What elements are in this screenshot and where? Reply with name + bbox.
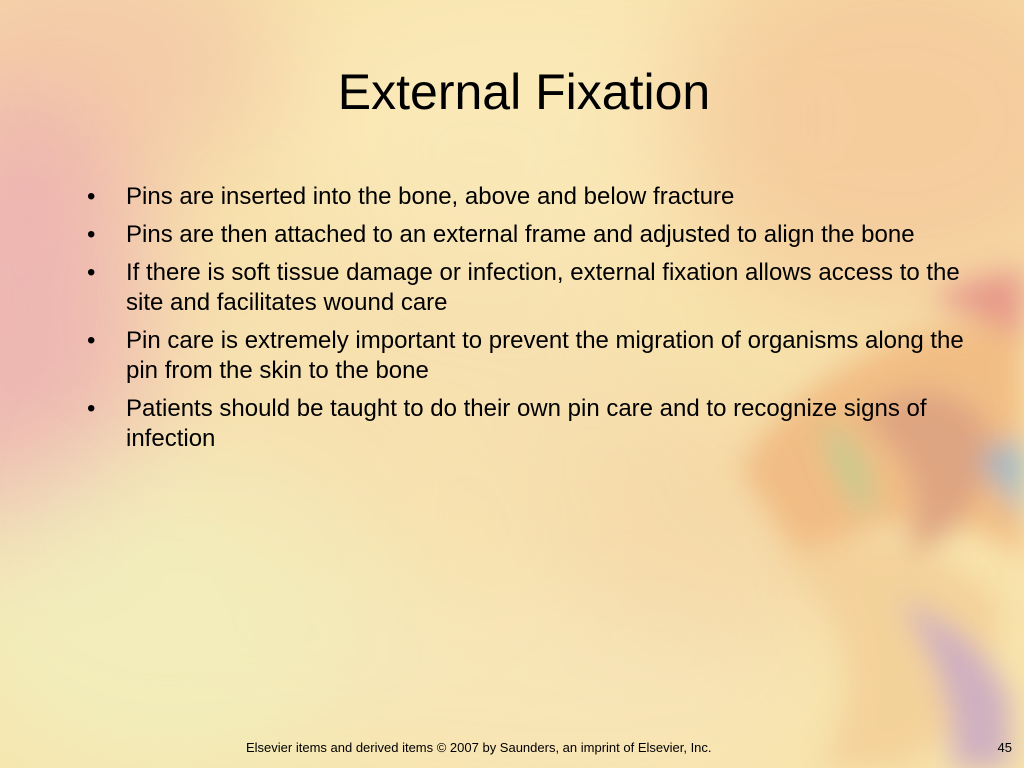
bullet-icon: •	[87, 259, 96, 286]
bullet-text: If there is soft tissue damage or infection, external fixation allows access to the site and facilitates wound care	[126, 259, 960, 316]
bullet-item	[84, 258, 964, 318]
bullet-item	[84, 326, 964, 386]
bullet-list	[84, 182, 964, 462]
bullet-icon: •	[87, 221, 96, 248]
copyright-text: Elsevier items and derived items © 2007 by Saunders, an imprint of Elsevier, Inc.	[246, 740, 712, 755]
bullet-icon: •	[87, 395, 96, 422]
bullet-icon: •	[87, 327, 96, 354]
bullet-text: Pins are then attached to an external frame and adjusted to align the bone	[126, 221, 915, 248]
bullet-text: Pin care is extremely important to prevent the migration of organisms along the pin from the skin to the bone	[126, 327, 964, 384]
bullet-item	[84, 182, 964, 212]
bullet-item	[84, 394, 964, 454]
slide-footer	[0, 738, 1024, 758]
bullet-icon: •	[87, 183, 96, 210]
bullet-item	[84, 220, 964, 250]
page-number: 45	[997, 740, 1012, 755]
bullet-text: Patients should be taught to do their own pin care and to recognize signs of infection	[126, 395, 927, 452]
slide-title: External Fixation	[337, 64, 711, 120]
bullet-text: Pins are inserted into the bone, above and below fracture	[126, 183, 735, 210]
